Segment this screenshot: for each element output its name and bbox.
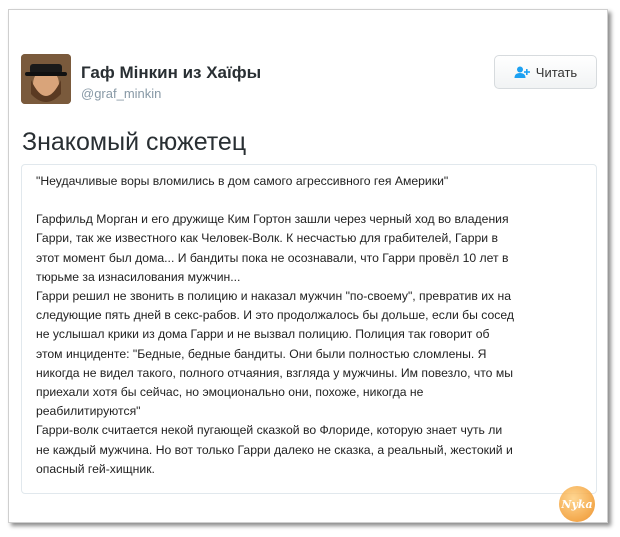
- post-line: приехали хотя бы сейчас, но эмоционально они, похоже, никогда не: [36, 385, 424, 400]
- avatar-image: [21, 54, 71, 104]
- follow-button[interactable]: [494, 55, 597, 89]
- follow-button-label: Читать: [535, 64, 578, 80]
- post-line: никогда не видел такого, полного отчаяния, взгляда у мужчины. Им повезло, что мы: [36, 365, 513, 380]
- tweet-card: [8, 9, 608, 523]
- post-line: Гарфильд Морган и его дружище Ким Гортон зашли через черный ход во владения: [36, 212, 509, 227]
- post-line: "Неудачливые воры вломились в дом самого агрессивного гея Америки": [36, 174, 449, 188]
- watermark-text: Nyka: [561, 497, 593, 511]
- post-line: Гарри, так же известного как Человек-Волк. К несчастью для грабителей, Гарри в: [36, 231, 498, 246]
- post-line: тюрьме за изнасилования мужчин...: [36, 269, 241, 284]
- post-line-spacer: [36, 191, 582, 210]
- watermark-logo: [559, 486, 595, 522]
- add-user-icon: [514, 66, 530, 78]
- post-line: этом инциденте: "Бедные, бедные бандиты. Они были полностью сломлены. Я: [36, 346, 487, 361]
- post-line: не услышал крики из дома Гарри и не вызвал полицию. Полиция так говорит об: [36, 327, 490, 342]
- post-line: опасный гей-хищник.: [36, 461, 155, 476]
- post-line: Гарри решил не звонить в полицию и наказал мужчин "по-своему", превратив их на: [36, 289, 512, 304]
- post-line: Гарри-волк считается некой пугающей сказкой во Флориде, которую знает чуть ли: [36, 423, 503, 438]
- post-line: этот момент был дома... И бандиты пока не осознавали, что Гарри провёл 10 лет в: [36, 250, 509, 265]
- post-line: не каждый мужчина. Но вот только Гарри далеко не сказка, а реальный, жестокий и: [36, 442, 513, 457]
- quote-box: [21, 164, 597, 494]
- post-line: реабилитируются": [36, 404, 141, 419]
- author-handle[interactable]: @graf_minkin: [81, 86, 162, 101]
- avatar[interactable]: [21, 54, 71, 104]
- post-line: следующие пять дней в секс-рабов. И это продолжалось бы дольше, если бы сосед: [36, 308, 514, 323]
- author-name[interactable]: Гаф Мінкин из Хаїфы: [81, 63, 262, 82]
- post-title: Знакомый сюжетец: [22, 128, 247, 156]
